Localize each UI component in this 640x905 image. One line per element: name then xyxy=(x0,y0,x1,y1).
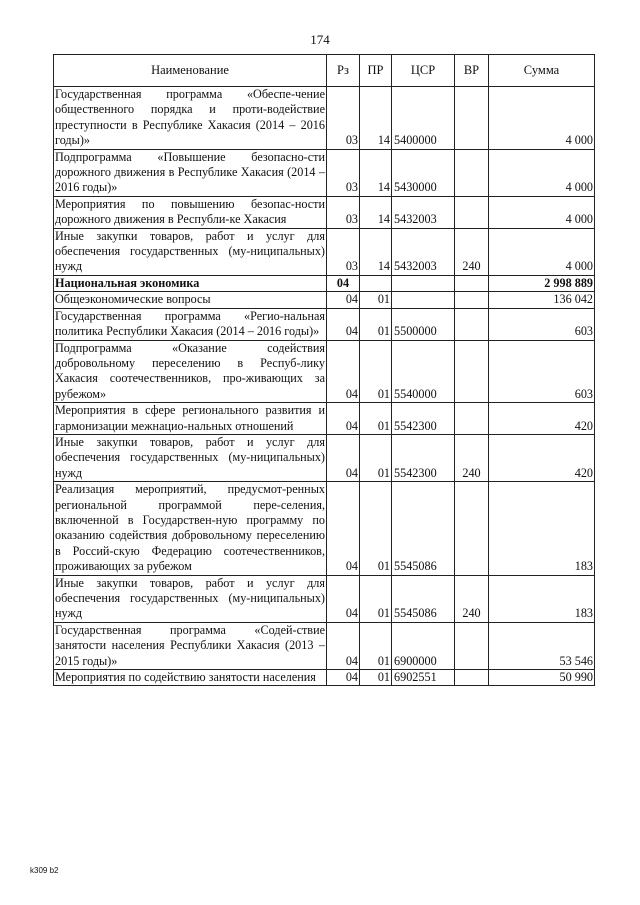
cell-pr: 01 xyxy=(360,403,392,435)
cell-vr xyxy=(455,670,489,686)
cell-sum: 50 990 xyxy=(489,670,595,686)
cell-sum: 420 xyxy=(489,434,595,481)
cell-vr xyxy=(455,340,489,403)
cell-vr xyxy=(455,275,489,291)
column-header-pr: ПР xyxy=(360,55,392,87)
cell-sum: 136 042 xyxy=(489,292,595,308)
cell-name: Мероприятия в сфере регионального развития и гармонизации межнацио-нальных отношений xyxy=(55,403,325,433)
table-row xyxy=(54,275,595,291)
cell-vr xyxy=(455,87,489,150)
cell-name: Мероприятия по содействию занятости населения xyxy=(54,670,327,686)
cell-rz: 04 xyxy=(327,275,360,291)
cell-name: Иные закупки товаров, работ и услуг для обеспечения государственных (му-ниципальных) нужд xyxy=(55,228,325,274)
cell-sum: 4 000 xyxy=(489,196,595,228)
table-row xyxy=(54,482,595,575)
footer-code: k309 b2 xyxy=(30,866,59,875)
column-header-vr: ВР xyxy=(455,55,489,87)
table-row xyxy=(54,670,595,686)
cell-rz: 03 xyxy=(327,196,360,228)
cell-rz: 04 xyxy=(327,575,360,622)
table-body xyxy=(54,87,595,686)
cell-name: Общеэкономические вопросы xyxy=(54,292,327,308)
cell-sum: 4 000 xyxy=(489,149,595,196)
cell-pr: 01 xyxy=(360,340,392,403)
cell-sum: 183 xyxy=(489,482,595,575)
cell-name: Государственная программа «Регио-нальная политика Республики Хакасия (2014 – 2016 годы)» xyxy=(55,308,325,339)
cell-vr xyxy=(455,482,489,575)
cell-vr: 240 xyxy=(455,228,489,275)
cell-sum: 603 xyxy=(489,340,595,403)
table-row xyxy=(54,340,595,403)
cell-pr: 14 xyxy=(360,87,392,150)
cell-name: Подпрограмма «Повышение безопасно-сти дорожного движения в Республике Хакасия (2014 –2016 годы)» xyxy=(55,149,325,195)
cell-rz: 04 xyxy=(327,308,360,340)
table-header-row xyxy=(54,55,595,87)
cell-pr: 14 xyxy=(360,149,392,196)
cell-sum: 4 000 xyxy=(489,87,595,150)
cell-pr: 01 xyxy=(360,670,392,686)
cell-csr: 5545086 xyxy=(392,575,455,622)
cell-vr xyxy=(455,196,489,228)
cell-name: Государственная программа «Обеспе-чение общественного порядка и проти-водействие преступности в Республике Хакасия (2014 – 2016 годы)» xyxy=(55,87,325,148)
cell-csr: 5400000 xyxy=(392,87,455,150)
cell-pr: 01 xyxy=(360,482,392,575)
cell-rz: 04 xyxy=(327,670,360,686)
cell-csr: 5542300 xyxy=(392,434,455,481)
table-row xyxy=(54,149,595,196)
cell-pr xyxy=(360,275,392,291)
cell-vr xyxy=(455,308,489,340)
cell-pr: 14 xyxy=(360,196,392,228)
cell-rz: 03 xyxy=(327,149,360,196)
cell-csr: 5540000 xyxy=(392,340,455,403)
column-header-sum: Сумма xyxy=(489,55,595,87)
cell-pr: 01 xyxy=(360,308,392,340)
cell-sum: 420 xyxy=(489,403,595,435)
cell-csr xyxy=(392,292,455,308)
table-row xyxy=(54,575,595,622)
cell-csr: 5430000 xyxy=(392,149,455,196)
cell-pr: 01 xyxy=(360,434,392,481)
table-row xyxy=(54,434,595,481)
cell-vr xyxy=(455,622,489,669)
cell-pr: 01 xyxy=(360,622,392,669)
column-header-rz: Рз xyxy=(327,55,360,87)
cell-rz: 03 xyxy=(327,228,360,275)
cell-rz: 04 xyxy=(327,340,360,403)
cell-csr: 6900000 xyxy=(392,622,455,669)
cell-vr xyxy=(455,292,489,308)
cell-sum: 2 998 889 xyxy=(489,275,595,291)
cell-rz: 04 xyxy=(327,482,360,575)
cell-vr xyxy=(455,149,489,196)
column-header-csr: ЦСР xyxy=(392,55,455,87)
cell-vr: 240 xyxy=(455,434,489,481)
table-row xyxy=(54,308,595,340)
cell-name: Государственная программа «Содей-ствие занятости населения Республики Хакасия (2013 – 2015 годы)» xyxy=(55,622,325,668)
cell-csr: 5545086 xyxy=(392,482,455,575)
cell-sum: 4 000 xyxy=(489,228,595,275)
page-number: 174 xyxy=(310,32,330,47)
cell-csr: 5542300 xyxy=(392,403,455,435)
budget-table xyxy=(53,54,595,686)
cell-pr: 14 xyxy=(360,228,392,275)
cell-pr: 01 xyxy=(360,575,392,622)
cell-name: Подпрограмма «Оказание содействия добровольному переселению в Респуб-лику Хакасия соотечественников, про-живающих за рубежом» xyxy=(55,340,325,401)
table-row xyxy=(54,228,595,275)
table-row xyxy=(54,403,595,435)
cell-csr: 5500000 xyxy=(392,308,455,340)
cell-sum: 183 xyxy=(489,575,595,622)
cell-rz: 04 xyxy=(327,622,360,669)
table-row xyxy=(54,622,595,669)
cell-name: Реализация мероприятий, предусмот-ренных региональной программой пере-селения, включенной в Государствен-ную программу по оказанию содействия добровольному переселению в Россий-скую Федерацию соотечественников, проживающих за рубежом xyxy=(55,482,325,574)
cell-rz: 04 xyxy=(327,403,360,435)
cell-rz: 03 xyxy=(327,87,360,150)
cell-rz: 04 xyxy=(327,292,360,308)
cell-sum: 53 546 xyxy=(489,622,595,669)
column-header-name: Наименование xyxy=(54,55,327,87)
cell-name: Национальная экономика xyxy=(54,275,327,291)
cell-csr xyxy=(392,275,455,291)
cell-name: Мероприятия по повышению безопас-ности дорожного движения в Республи-ке Хакасия xyxy=(55,196,325,227)
cell-rz: 04 xyxy=(327,434,360,481)
cell-vr xyxy=(455,403,489,435)
table-row xyxy=(54,87,595,150)
table-row xyxy=(54,292,595,308)
cell-csr: 5432003 xyxy=(392,228,455,275)
cell-pr: 01 xyxy=(360,292,392,308)
cell-csr: 6902551 xyxy=(392,670,455,686)
cell-csr: 5432003 xyxy=(392,196,455,228)
cell-vr: 240 xyxy=(455,575,489,622)
cell-name: Иные закупки товаров, работ и услуг для обеспечения государственных (му-ниципальных) нужд xyxy=(55,434,325,480)
cell-sum: 603 xyxy=(489,308,595,340)
cell-name: Иные закупки товаров, работ и услуг для обеспечения государственных (му-ниципальных) нужд xyxy=(55,575,325,621)
table-row xyxy=(54,196,595,228)
